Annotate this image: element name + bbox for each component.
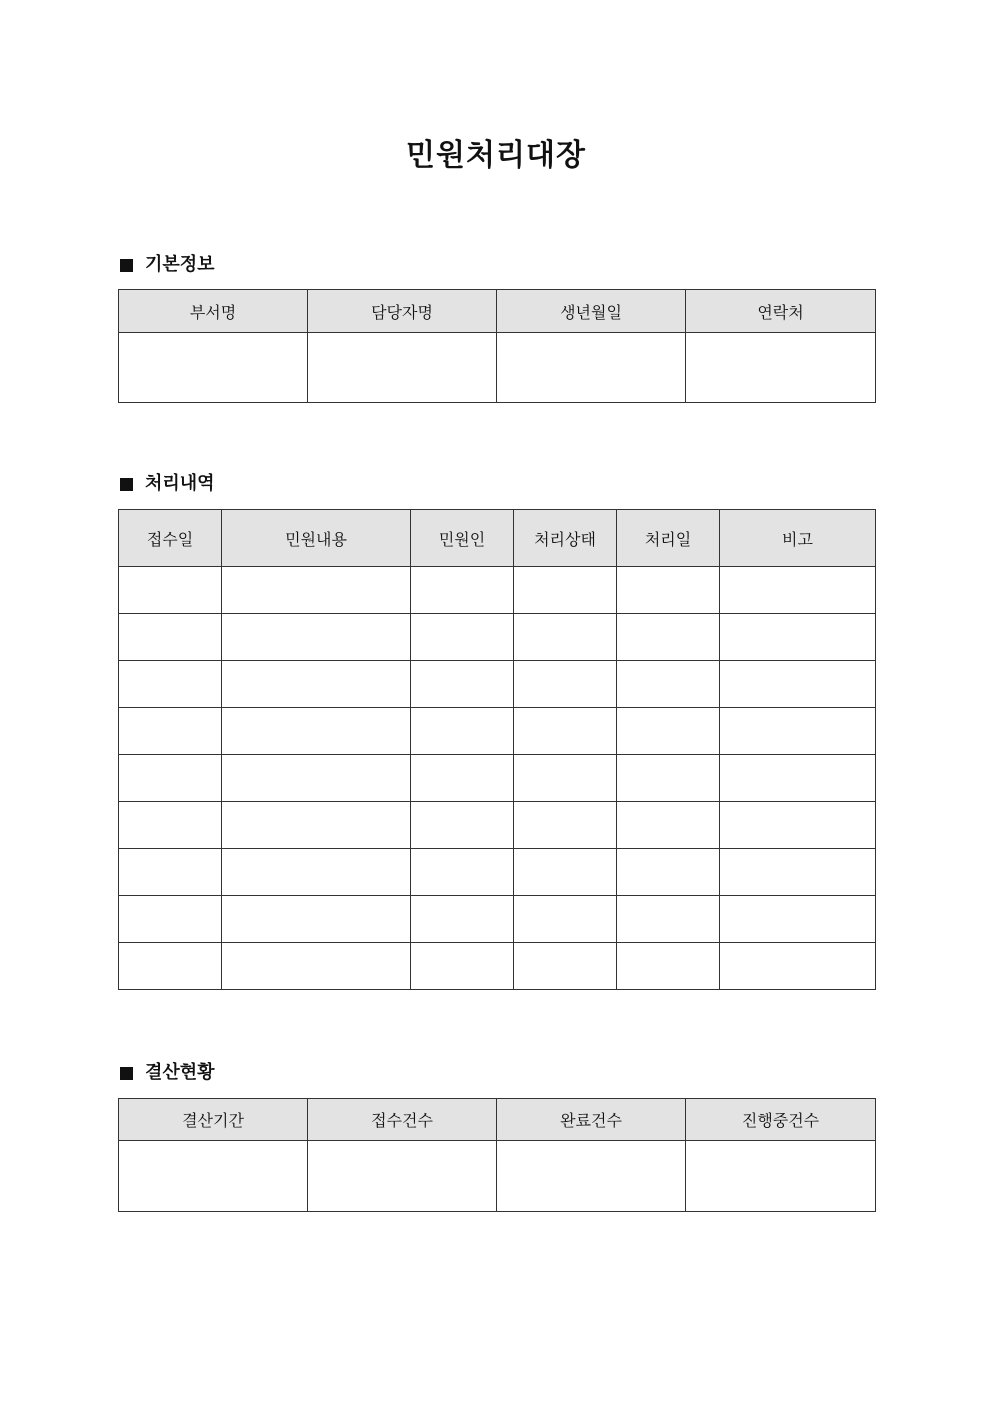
table-cell[interactable] xyxy=(411,943,514,990)
table-cell[interactable] xyxy=(119,943,222,990)
section-heading-basic-info xyxy=(120,253,215,277)
table-cell[interactable] xyxy=(514,661,617,708)
processing-table xyxy=(118,509,876,990)
table-cell[interactable] xyxy=(720,802,876,849)
table-cell[interactable] xyxy=(617,614,720,661)
table-cell[interactable] xyxy=(222,708,411,755)
table-cell[interactable] xyxy=(119,333,308,403)
table-cell[interactable] xyxy=(617,802,720,849)
column-header-contact: 연락처 xyxy=(686,290,876,333)
table-row xyxy=(119,708,876,755)
square-bullet-icon xyxy=(120,259,133,272)
table-cell[interactable] xyxy=(514,943,617,990)
table-cell[interactable] xyxy=(119,896,222,943)
table-cell[interactable] xyxy=(222,802,411,849)
table-cell[interactable] xyxy=(411,708,514,755)
table-cell[interactable] xyxy=(720,943,876,990)
table-cell[interactable] xyxy=(617,567,720,614)
column-header-manager-name: 담당자명 xyxy=(308,290,497,333)
table-cell[interactable] xyxy=(514,614,617,661)
table-cell[interactable] xyxy=(617,661,720,708)
column-header-remarks: 비고 xyxy=(720,510,876,567)
table-cell[interactable] xyxy=(617,943,720,990)
table-cell[interactable] xyxy=(514,802,617,849)
settlement-table xyxy=(118,1098,876,1212)
column-header-birth-date: 생년월일 xyxy=(497,290,686,333)
table-row xyxy=(119,567,876,614)
table-cell[interactable] xyxy=(497,1141,686,1212)
table-cell[interactable] xyxy=(119,1141,308,1212)
column-header-department: 부서명 xyxy=(119,290,308,333)
table-cell[interactable] xyxy=(222,567,411,614)
table-cell[interactable] xyxy=(119,849,222,896)
column-header-settlement-period: 결산기간 xyxy=(119,1099,308,1141)
table-cell[interactable] xyxy=(119,661,222,708)
column-header-received-date: 접수일 xyxy=(119,510,222,567)
column-header-received-count: 접수건수 xyxy=(308,1099,497,1141)
table-cell[interactable] xyxy=(222,943,411,990)
table-cell[interactable] xyxy=(222,661,411,708)
square-bullet-icon xyxy=(120,1067,133,1080)
table-cell[interactable] xyxy=(411,614,514,661)
table-cell[interactable] xyxy=(720,567,876,614)
table-cell[interactable] xyxy=(119,755,222,802)
section-heading-label: 처리내역 xyxy=(145,473,215,494)
table-cell[interactable] xyxy=(119,708,222,755)
table-row xyxy=(119,614,876,661)
table-cell[interactable] xyxy=(720,755,876,802)
table-cell[interactable] xyxy=(222,614,411,661)
table-cell[interactable] xyxy=(720,708,876,755)
table-cell[interactable] xyxy=(308,333,497,403)
table-header-row xyxy=(119,290,876,333)
page-title: 민원처리대장 xyxy=(406,138,586,173)
table-row xyxy=(119,943,876,990)
table-cell[interactable] xyxy=(686,1141,876,1212)
table-cell[interactable] xyxy=(411,661,514,708)
table-cell[interactable] xyxy=(411,896,514,943)
section-heading-processing xyxy=(120,472,215,496)
table-header-row xyxy=(119,510,876,567)
column-header-completed-count: 완료건수 xyxy=(497,1099,686,1141)
square-bullet-icon xyxy=(120,478,133,491)
table-cell[interactable] xyxy=(514,567,617,614)
table-header-row xyxy=(119,1099,876,1141)
table-cell[interactable] xyxy=(119,614,222,661)
column-header-status: 처리상태 xyxy=(514,510,617,567)
column-header-complaint-content: 민원내용 xyxy=(222,510,411,567)
section-heading-settlement xyxy=(120,1061,215,1085)
table-row xyxy=(119,333,876,403)
table-cell[interactable] xyxy=(497,333,686,403)
table-cell[interactable] xyxy=(411,802,514,849)
column-header-processed-date: 처리일 xyxy=(617,510,720,567)
table-cell[interactable] xyxy=(617,755,720,802)
table-cell[interactable] xyxy=(720,614,876,661)
table-cell[interactable] xyxy=(411,755,514,802)
table-row xyxy=(119,802,876,849)
table-row xyxy=(119,755,876,802)
table-cell[interactable] xyxy=(514,896,617,943)
table-cell[interactable] xyxy=(514,849,617,896)
table-cell[interactable] xyxy=(720,849,876,896)
table-cell[interactable] xyxy=(686,333,876,403)
table-cell[interactable] xyxy=(514,755,617,802)
table-cell[interactable] xyxy=(119,567,222,614)
table-cell[interactable] xyxy=(411,849,514,896)
table-row xyxy=(119,849,876,896)
section-heading-label: 기본정보 xyxy=(145,254,215,275)
table-cell[interactable] xyxy=(617,849,720,896)
table-cell[interactable] xyxy=(222,849,411,896)
column-header-complainant: 민원인 xyxy=(411,510,514,567)
table-row xyxy=(119,661,876,708)
table-cell[interactable] xyxy=(720,661,876,708)
basic-info-table xyxy=(118,289,876,403)
table-cell[interactable] xyxy=(720,896,876,943)
table-cell[interactable] xyxy=(411,567,514,614)
table-cell[interactable] xyxy=(222,755,411,802)
section-heading-label: 결산현황 xyxy=(145,1062,215,1083)
table-row xyxy=(119,1141,876,1212)
table-cell[interactable] xyxy=(119,802,222,849)
column-header-in-progress-count: 진행중건수 xyxy=(686,1099,876,1141)
table-cell[interactable] xyxy=(617,896,720,943)
table-row xyxy=(119,896,876,943)
table-cell[interactable] xyxy=(308,1141,497,1212)
table-cell[interactable] xyxy=(222,896,411,943)
table-cell[interactable] xyxy=(514,708,617,755)
table-cell[interactable] xyxy=(617,708,720,755)
